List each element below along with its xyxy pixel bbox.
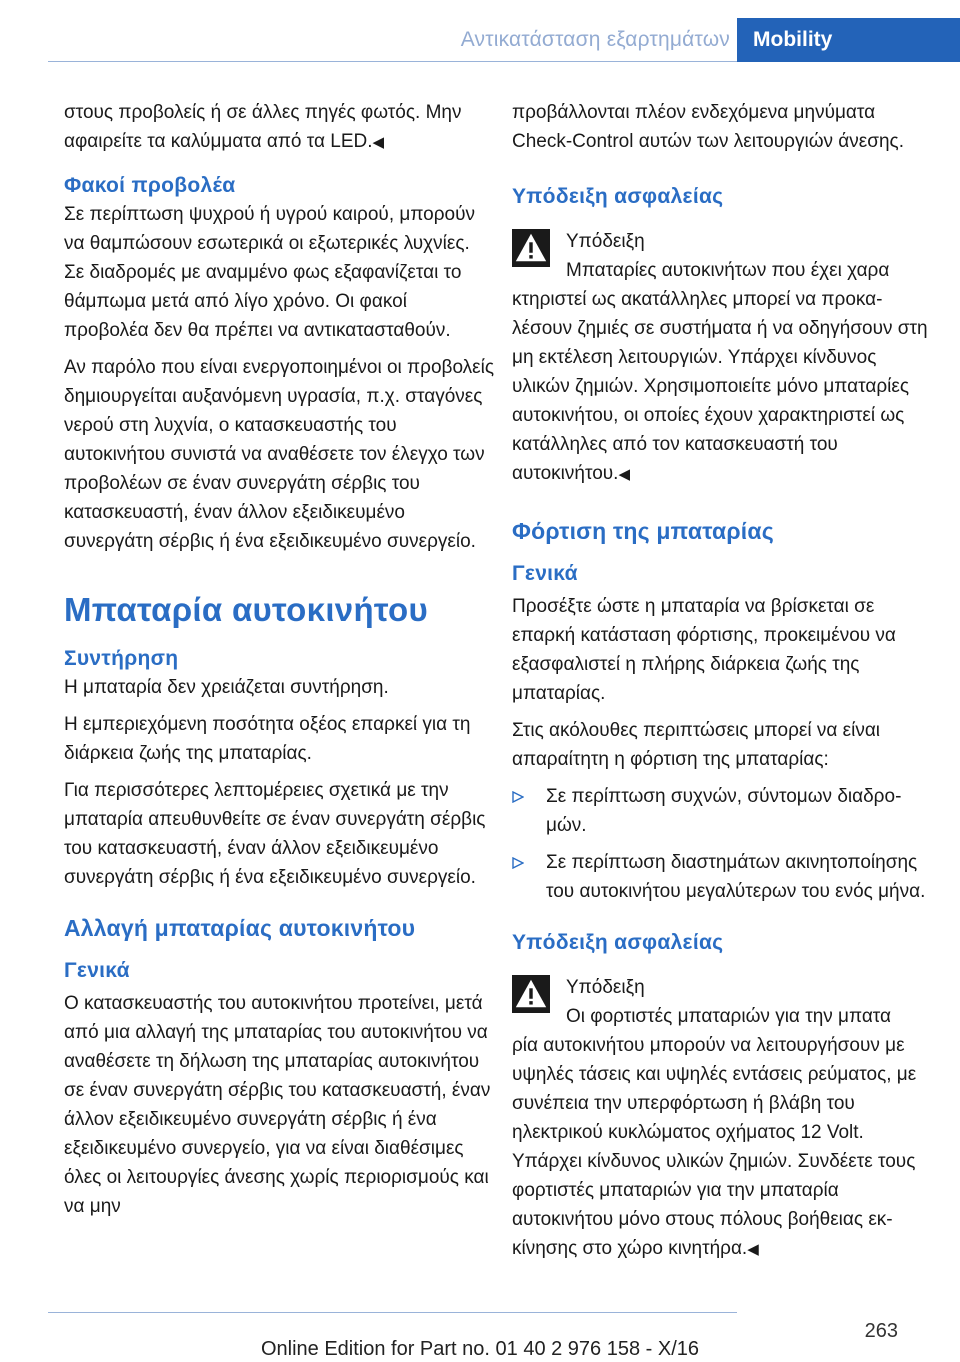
warning-text: Μπαταρίες αυτοκινήτων που έχει χαρα κτηριστεί ως ακατάλληλες μπορεί να προκαλέσουν ζημιές σε συστήματα ή να οδηγήσουν στη μη εκτέλεση λειτουργιών. Υπάρχει κίνδυνος υλικών ζημιών. Χρησιμοποιείτε μόνο μπαταρίες αυτοκινήτου, οι οποίες έχουν χαρακτηριστεί ως κατάλληλες από τον κατασκευαστή του αυτοκινήτου.◀ (512, 260, 928, 484)
page-number: 263 (864, 1320, 898, 1342)
paragraph: Για περισσότερες λεπτομέρειες σχετικά με την μπαταρία απευθυνθείτε σε έναν συνεργάτη σέρβις του κατασκευαστή, έναν άλλον εξειδικευμένο συνεργάτη σέρβις ή ένα εξειδικευμένο συνεργείο. (64, 780, 486, 888)
list-item: Σε περίπτωση διαστημάτων ακινητοποίησης του αυτοκινήτου μεγαλύτερων του ενός μήνα. (512, 848, 932, 906)
heading-headlight-lenses: Φακοί προβολέα (64, 174, 236, 197)
paragraph: Αν παρόλο που είναι ενεργοποιημένοι οι προβολείς δημιουργείται αυξανόμενη υγρασία, π.χ. σταγόνες νερού στη λυχνία, ο κατασκευαστής του αυτοκινήτου συνιστά να αναθέσετε τον έλεγχο των προβολέων σε έναν συνεργάτη σέρβις του κατασκευαστή, έναν άλλον εξειδικευμένο συνεργάτη σέρβις ή ένα εξειδικευμένο συνεργείο. (64, 357, 495, 552)
warning-note (512, 973, 932, 1264)
paragraph: Ο κατασκευαστής του αυτοκινήτου προτείνει, μετά από μια αλλαγή της μπαταρίας του αυτοκινήτου να αναθέσετε τη δήλωση της μπαταρίας αυτοκινήτου σε έναν συνεργάτη σέρβις του κατασκευαστή, έναν άλλον εξειδικευμένο συνεργάτη σέρβις ή ένα εξειδικευμένο συνεργείο, για να είναι διαθέσιμες όλες οι λειτουργίες άνεσης χωρίς περιορισμούς και να μην (64, 993, 491, 1217)
paragraph: Η μπαταρία δεν χρειάζεται συντήρηση. (64, 677, 389, 698)
heading-battery-replacement: Αλλαγή μπαταρίας αυτοκινήτου (64, 915, 416, 941)
warning-icon (512, 229, 550, 267)
chapter-tab: Mobility (737, 18, 960, 62)
heading-safety-note: Υπόδειξη ασφαλείας (512, 185, 724, 208)
warning-note (512, 227, 932, 489)
bullet-list (512, 782, 932, 906)
heading-maintenance: Συντήρηση (64, 647, 179, 670)
page-header (0, 0, 960, 62)
triangle-bullet-icon (512, 857, 524, 869)
heading-vehicle-battery: Μπαταρία αυτοκινήτου (64, 591, 428, 628)
heading-safety-note: Υπόδειξη ασφαλείας (512, 931, 724, 954)
footer-divider (48, 1312, 737, 1313)
paragraph: προβάλλονται πλέον ενδεχόμενα μηνύματα Check-Control αυτών των λειτουργιών άνεσης. (512, 102, 904, 152)
heading-battery-charging: Φόρτιση της μπαταρίας (512, 518, 774, 544)
right-column (512, 98, 932, 1272)
paragraph: Σε περίπτωση ψυχρού ή υγρού καιρού, μπορούν να θαμπώσουν εσωτερικά οι εξωτερικές λυχνίες. Σε διαδρομές με αναμμένο φως εξαφανίζεται το θάμπωμα μετά από λίγο χρόνο. Οι φακοί προβολέα δεν θα πρέπει να αντικατασταθούν. (64, 204, 476, 341)
heading-general: Γενικά (64, 959, 130, 982)
paragraph: Στις ακόλουθες περιπτώσεις μπορεί να είναι απαραίτητη η φόρτιση της μπαταρίας: (512, 720, 881, 770)
section-title: Αντικατάσταση εξαρτημάτων (460, 28, 730, 51)
warning-label: Υπόδειξη (566, 231, 645, 252)
end-mark-icon: ◀ (372, 134, 385, 151)
warning-label: Υπόδειξη (566, 977, 645, 998)
left-column (64, 98, 494, 1229)
triangle-bullet-icon (512, 791, 524, 803)
warning-text: Οι φορτιστές μπαταριών για την μπατα ρία αυτοκινήτου μπορούν να λειτουργήσουν με υψηλές τάσεις και υψηλές εντάσεις ρεύματος, με συνέπεια την υπερφόρτωση ή βλάβη του ηλεκτρικού κυκλώματος οχήματος 12 Volt. Υπάρχει κίνδυνος υλικών ζημιών. Συνδέετε τους φορτιστές μπαταριών για την μπαταρία αυτοκινήτου μόνο στους πόλους βοήθειας εκκίνησης στο χώρο κινητήρα.◀ (512, 1006, 917, 1259)
heading-general: Γενικά (512, 562, 578, 585)
header-divider (48, 61, 737, 62)
list-item: Σε περίπτωση συχνών, σύντομων διαδρομών. (512, 782, 932, 840)
edition-footer: Online Edition for Part no. 01 40 2 976 158 - X/16 (260, 1338, 700, 1360)
end-mark-icon: ◀ (618, 466, 630, 483)
intro-paragraph: στους προβολείς ή σε άλλες πηγές φωτός. Μην αφαιρείτε τα καλύμματα από τα LED.◀ (64, 102, 462, 152)
paragraph: Η εμπεριεχόμενη ποσότητα οξέος επαρκεί για τη διάρκεια ζωής της μπαταρίας. (64, 714, 471, 764)
end-mark-icon: ◀ (747, 1241, 759, 1258)
paragraph: Προσέξτε ώστε η μπαταρία να βρίσκεται σε επαρκή κατάσταση φόρτισης, προκειμένου να εξασφαλιστεί η πλήρης διάρκεια ζωής της μπαταρίας. (512, 596, 896, 704)
warning-icon (512, 975, 550, 1013)
